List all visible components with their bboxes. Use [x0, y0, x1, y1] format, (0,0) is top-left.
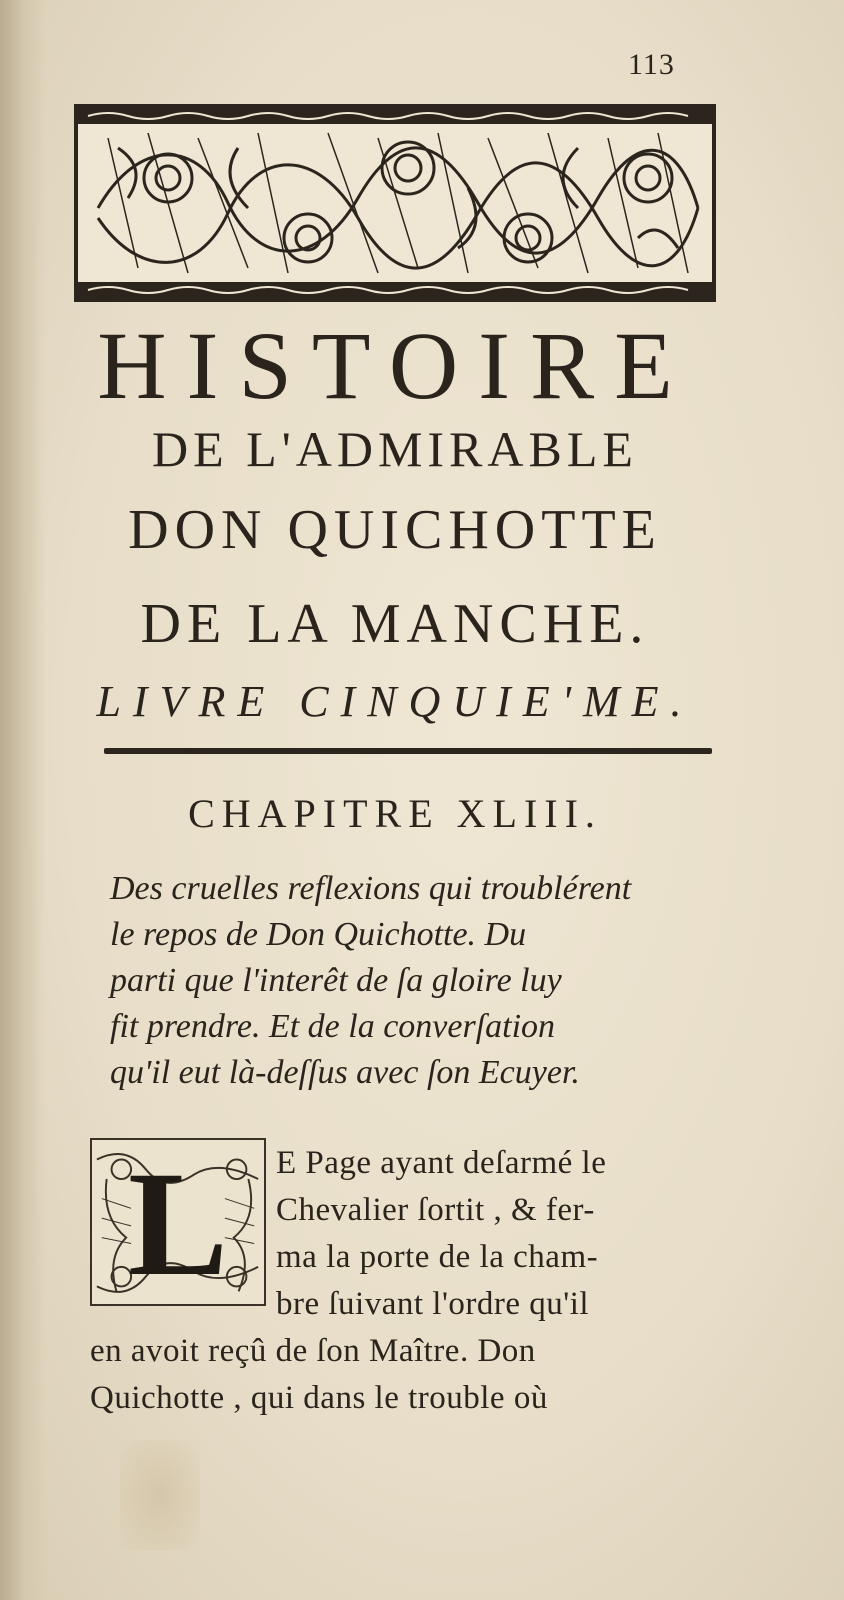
title-line-don-quichotte: DON QUICHOTTE: [128, 499, 662, 561]
body-line: ma la porte de la cham-: [276, 1239, 599, 1275]
body-line: E Page ayant deſarmé le: [276, 1145, 607, 1181]
ornamental-drop-cap: [90, 1138, 266, 1306]
ornamental-headpiece: [74, 104, 716, 302]
chapter-heading: CHAPITRE XLIII.: [188, 791, 602, 836]
floral-ornament-icon: [78, 108, 712, 298]
body-line: Chevalier ſortit , & fer-: [276, 1192, 595, 1228]
book-title-histoire: HISTOIRE: [97, 312, 693, 419]
book-part-heading: LIVRE CINQUIE'ME.: [96, 677, 694, 726]
page-number: 113: [628, 48, 675, 81]
summary-line: parti que l'interêt de ſa gloire luy: [110, 962, 562, 999]
summary-line: le repos de Don Quichotte. Du: [110, 916, 527, 953]
body-line: bre ſuivant l'ordre qu'il: [276, 1286, 590, 1322]
body-line: en avoit reçû de ſon Maître. Don: [90, 1333, 536, 1369]
page-gutter-shadow: [0, 0, 46, 1600]
summary-line: qu'il eut là-deſſus avec ſon Ecuyer.: [110, 1054, 580, 1091]
title-line-la-manche: DE LA MANCHE.: [140, 593, 650, 655]
summary-line: Des cruelles reflexions qui troublérent: [110, 870, 632, 907]
horizontal-rule: [104, 748, 712, 754]
paper-stain: [120, 1440, 200, 1550]
drop-cap-letter: L: [127, 1141, 229, 1306]
body-line: Quichotte , qui dans le trouble où: [90, 1380, 548, 1416]
summary-line: fit prendre. Et de la converſation: [110, 1008, 556, 1045]
title-line-admirable: DE L'ADMIRABLE: [152, 421, 638, 477]
chapter-summary: [110, 866, 720, 1096]
